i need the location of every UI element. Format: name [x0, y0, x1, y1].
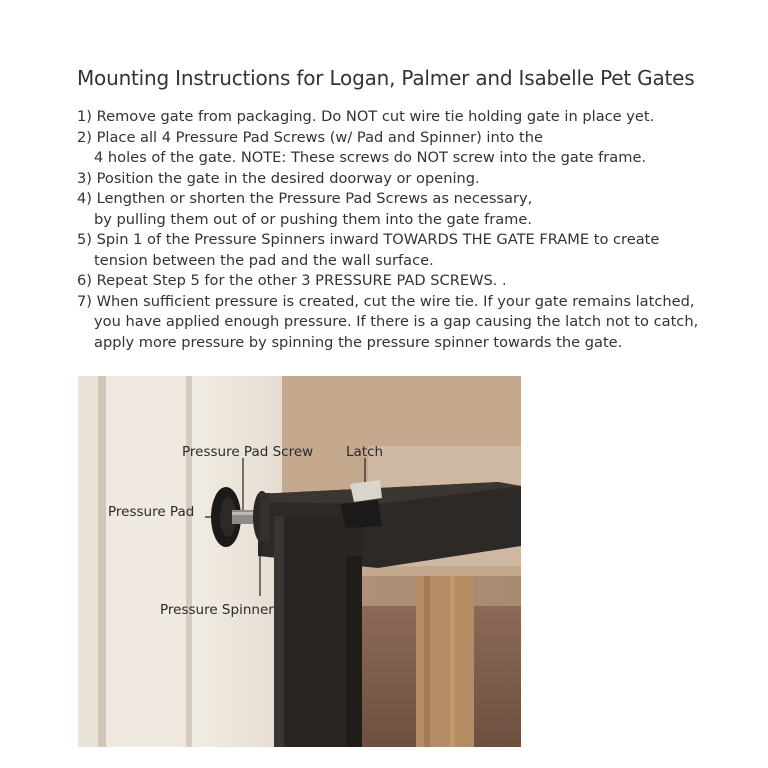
- step-7: 7) When sufficient pressure is created, cut the wire tie. If your gate remains latched, you have applied enough pressure. If there is a gap causing the latch not to catch, apply more pressure by spinning the pressure spinner towards the gate.: [77, 292, 699, 351]
- step-3: 3) Position the gate in the desired doorway or opening.: [77, 169, 480, 187]
- label-pressure-spinner: Pressure Spinner: [160, 602, 274, 618]
- gate-mount-photo: [78, 376, 521, 747]
- step-4: 4) Lengthen or shorten the Pressure Pad Screws as necessary, by pulling them out of or pushing them into the gate frame.: [77, 190, 533, 228]
- page-title: Mounting Instructions for Logan, Palmer and Isabelle Pet Gates: [77, 66, 695, 90]
- label-pressure-pad-screw: Pressure Pad Screw: [182, 444, 314, 460]
- label-pressure-pad: Pressure Pad: [108, 504, 195, 520]
- instructions-list: [77, 107, 767, 353]
- step-2: 2) Place all 4 Pressure Pad Screws (w/ Pad and Spinner) into the 4 holes of the gate. NOTE: These screws do NOT screw into the gate frame.: [77, 128, 647, 166]
- label-latch: Latch: [346, 444, 384, 460]
- step-1: 1) Remove gate from packaging. Do NOT cut wire tie holding gate in place yet.: [77, 108, 655, 125]
- step-5: 5) Spin 1 of the Pressure Spinners inward TOWARDS THE GATE FRAME to create tension between the pad and the wall surface.: [77, 231, 660, 269]
- step-6: 6) Repeat Step 5 for the other 3 PRESSURE PAD SCREWS. .: [77, 272, 507, 289]
